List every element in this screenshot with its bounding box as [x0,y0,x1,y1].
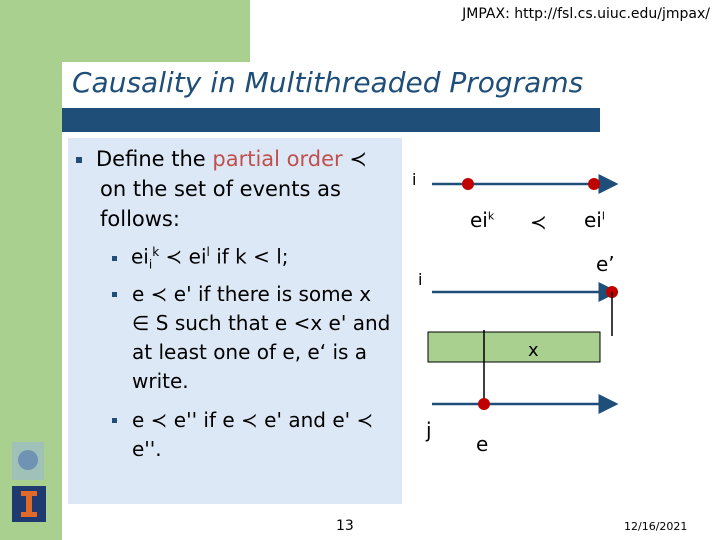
shared-variable-x [428,332,600,362]
causality-diagram [400,160,620,440]
label-thread-j: j [426,418,432,442]
slide-date: 12/16/2021 [624,520,688,533]
illinois-logo-icon [12,486,46,522]
precedes-symbol: ≺ [342,147,367,171]
slide-title: Causality in Multithreaded Programs [72,66,584,99]
sub-bullet-2-text: e ≺ e' if there is some x ∈ S such that e <x e' and at least one of e, e‘ is a write. [132,282,391,393]
label-thread-i-top: i [412,170,417,189]
header-url [462,6,710,22]
top-band [0,0,250,62]
event-eik [462,178,474,190]
event-eil [588,178,600,190]
bullet-rest: on the set of events as follows: [100,177,341,231]
sub-bullet-3 [112,406,392,464]
sub-bullet-marker [112,292,117,297]
label-thread-i-mid: i [418,270,423,289]
bullet-marker [76,157,82,163]
label-eil: $ei^l$ [584,208,605,232]
label-x: x [528,340,539,361]
partial-order-term: partial order [212,147,343,171]
header-brand: JMPAX [462,6,506,22]
university-seal-icon [10,438,46,484]
bullet-prefix: Define the [96,147,213,171]
sub-bullet-1: $ei_i^k$ ≺ $ei^l$ if k < l; [112,238,382,280]
sub-bullet-marker [112,256,117,261]
bullet-main [76,144,376,234]
title-underline [62,108,600,132]
label-eik: $ei^k$ [470,208,495,232]
header-link: : http://fsl.cs.uiuc.edu/jmpax/ [505,6,710,22]
sub-bullet-2 [112,280,392,396]
page-number: 13 [336,518,354,534]
label-eprime: e’ [596,252,615,276]
sub-bullet-3-text: e ≺ e'' if e ≺ e' and e' ≺ e''. [132,408,374,461]
event-e [478,398,490,410]
label-e: e [476,432,489,456]
sub-bullet-marker [112,418,117,423]
label-precedes: ≺ [530,210,547,234]
sub-bullet-1-text: ei [131,244,149,269]
